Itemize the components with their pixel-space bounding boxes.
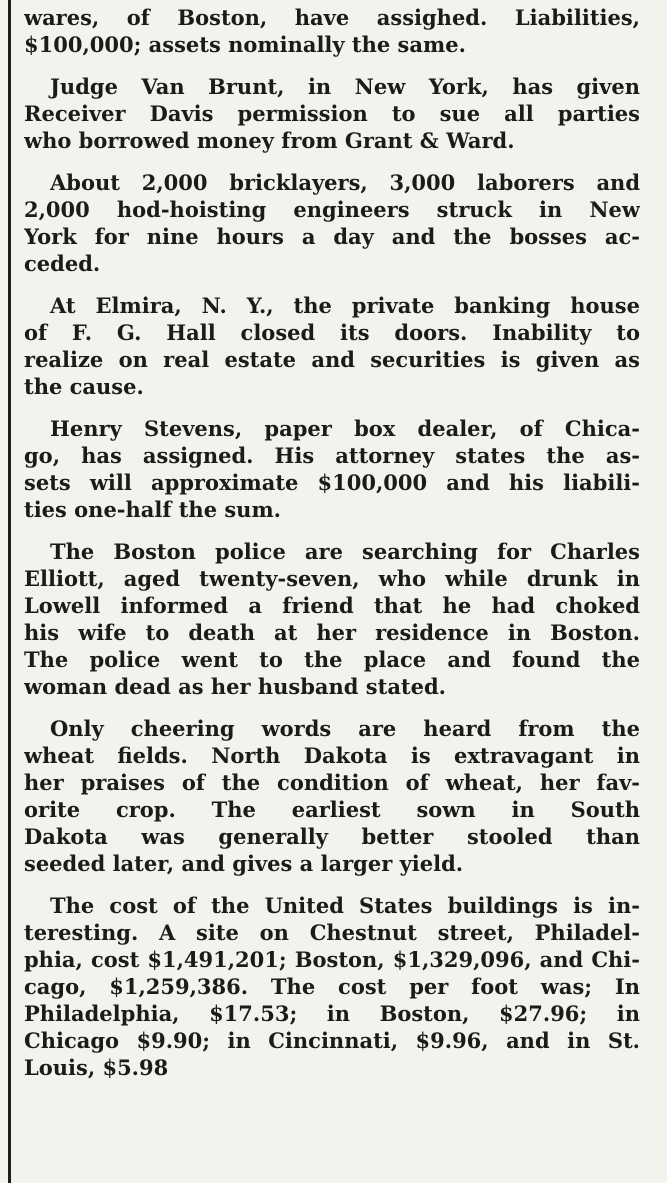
text-line: who borrowed money from Grant & Ward. — [24, 128, 515, 153]
text-line: the cause. — [24, 374, 144, 399]
news-column — [24, 4, 640, 1096]
text-line: his wife to death at her residence in Boston. — [24, 620, 640, 645]
news-item-paragraph — [24, 892, 640, 1081]
text-line: Henry Stevens, paper box dealer, of Chica- — [50, 416, 640, 441]
news-item-paragraph — [24, 538, 640, 700]
text-line: wheat fields. North Dakota is extravagant in — [24, 743, 640, 768]
text-line: The cost of the United States buildings is in- — [50, 893, 640, 918]
text-line: Receiver Davis permission to sue all parties — [24, 101, 640, 126]
text-line: Judge Van Brunt, in New York, has given — [50, 74, 640, 99]
text-line: About 2,000 bricklayers, 3,000 laborers and — [50, 170, 640, 195]
text-line: wares, of Boston, have assighed. Liabilities, — [24, 5, 640, 30]
text-line: Chicago $9.90; in Cincinnati, $9.96, and in St. — [24, 1028, 640, 1053]
text-line: 2,000 hod-hoisting engineers struck in New — [24, 197, 640, 222]
text-line: ceded. — [24, 251, 101, 276]
text-line: cago, $1,259,386. The cost per foot was; In — [24, 974, 640, 999]
text-line: woman dead as her husband stated. — [24, 674, 446, 699]
text-line: go, has assigned. His attorney states the as- — [24, 443, 640, 468]
news-item-paragraph — [24, 169, 640, 277]
news-item-paragraph — [24, 715, 640, 877]
text-line: $100,000; assets nominally the same. — [24, 32, 466, 57]
text-line: York for nine hours a day and the bosses ac- — [24, 224, 640, 249]
text-line: Elliott, aged twenty-seven, who while drunk in — [24, 566, 640, 591]
text-line: At Elmira, N. Y., the private banking house — [50, 293, 640, 318]
news-item-paragraph — [24, 4, 640, 58]
column-rule — [8, 0, 11, 1183]
text-line: sets will approximate $100,000 and his liabili- — [24, 470, 640, 495]
text-line: The Boston police are searching for Charles — [50, 539, 640, 564]
news-item-paragraph — [24, 415, 640, 523]
text-line: ties one-half the sum. — [24, 497, 281, 522]
text-line: Dakota was generally better stooled than — [24, 824, 640, 849]
text-line: Philadelphia, $17.53; in Boston, $27.96; in — [24, 1001, 640, 1026]
text-line: Louis, $5.98 — [24, 1055, 169, 1080]
text-line: seeded later, and gives a larger yield. — [24, 851, 464, 876]
text-line: phia, cost $1,491,201; Boston, $1,329,096, and Chi- — [24, 947, 640, 972]
text-line: Only cheering words are heard from the — [50, 716, 640, 741]
text-line: realize on real estate and securities is given as — [24, 347, 640, 372]
text-line: orite crop. The earliest sown in South — [24, 797, 640, 822]
news-item-paragraph — [24, 292, 640, 400]
news-item-paragraph — [24, 73, 640, 154]
text-line: teresting. A site on Chestnut street, Philadel- — [24, 920, 640, 945]
text-line: Lowell informed a friend that he had choked — [24, 593, 640, 618]
text-line: of F. G. Hall closed its doors. Inability to — [24, 320, 640, 345]
text-line: her praises of the condition of wheat, her fav- — [24, 770, 640, 795]
text-line: The police went to the place and found the — [24, 647, 640, 672]
